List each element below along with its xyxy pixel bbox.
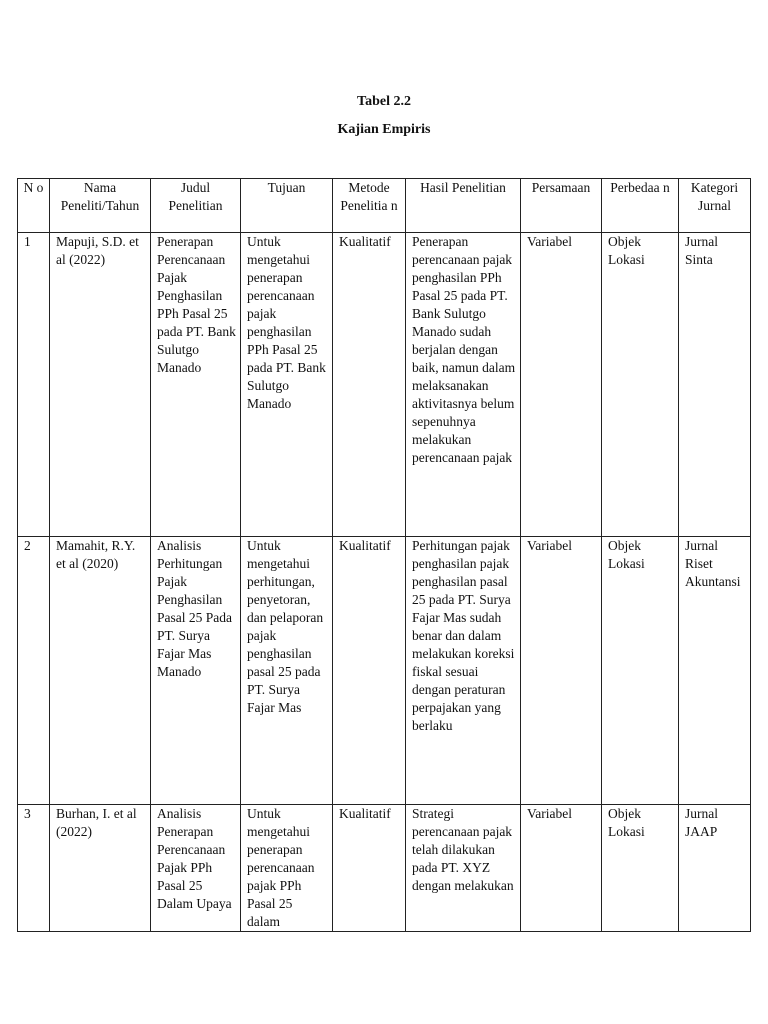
cell-nama: Mamahit, R.Y. et al (2020)	[50, 537, 151, 805]
cell-kategori: Jurnal Sinta	[679, 233, 751, 537]
header-kategori: Kategori Jurnal	[679, 179, 751, 233]
header-perbedaan: Perbedaa n	[602, 179, 679, 233]
cell-no: 3	[18, 805, 50, 932]
table-caption: Tabel 2.2	[357, 94, 411, 109]
cell-tujuan: Untuk mengetahui penerapan perencanaan pajak penghasilan PPh Pasal 25 pada PT. Bank Sulutgo Manado	[241, 233, 333, 537]
header-row	[18, 179, 751, 233]
cell-perbedaan: Objek Lokasi	[602, 537, 679, 805]
cell-kategori: Jurnal JAAP	[679, 805, 751, 932]
table-row	[18, 233, 751, 537]
cell-persamaan: Variabel	[521, 233, 602, 537]
cell-nama: Mapuji, S.D. et al (2022)	[50, 233, 151, 537]
cell-tujuan: Untuk mengetahui penerapan perencanaan pajak PPh Pasal 25 dalam	[241, 805, 333, 932]
cell-metode: Kualitatif	[333, 233, 406, 537]
empirical-studies-table	[17, 178, 751, 932]
header-no: N o	[18, 179, 50, 233]
cell-judul: Penerapan Perencanaan Pajak Penghasilan PPh Pasal 25 pada PT. Bank Sulutgo Manado	[151, 233, 241, 537]
table-subtitle: Kajian Empiris	[337, 122, 431, 137]
cell-judul: Analisis Perhitungan Pajak Penghasilan Pasal 25 Pada PT. Surya Fajar Mas Manado	[151, 537, 241, 805]
header-metode: Metode Penelitia n	[333, 179, 406, 233]
table-row	[18, 805, 751, 932]
header-nama: Nama Peneliti/Tahun	[50, 179, 151, 233]
cell-kategori: Jurnal Riset Akuntansi	[679, 537, 751, 805]
header-hasil: Hasil Penelitian	[406, 179, 521, 233]
header-judul: Judul Penelitian	[151, 179, 241, 233]
header-persamaan: Persamaan	[521, 179, 602, 233]
cell-no: 2	[18, 537, 50, 805]
cell-hasil: Penerapan perencanaan pajak penghasilan PPh Pasal 25 pada PT. Bank Sulutgo Manado sudah berjalan dengan baik, namun dalam melaksanakan aktivitasnya belum sepenuhnya melakukan perencanaan pajak	[406, 233, 521, 537]
cell-perbedaan: Objek Lokasi	[602, 233, 679, 537]
cell-judul: Analisis Penerapan Perencanaan Pajak PPh Pasal 25 Dalam Upaya	[151, 805, 241, 932]
header-tujuan: Tujuan	[241, 179, 333, 233]
cell-persamaan: Variabel	[521, 537, 602, 805]
cell-nama: Burhan, I. et al (2022)	[50, 805, 151, 932]
table-row	[18, 537, 751, 805]
cell-persamaan: Variabel	[521, 805, 602, 932]
cell-metode: Kualitatif	[333, 805, 406, 932]
cell-hasil: Strategi perencanaan pajak telah dilakukan pada PT. XYZ dengan melakukan	[406, 805, 521, 932]
cell-hasil: Perhitungan pajak penghasilan pajak penghasilan pasal 25 pada PT. Surya Fajar Mas sudah benar dan dalam melakukan koreksi fiskal sesuai dengan peraturan perpajakan yang berlaku	[406, 537, 521, 805]
cell-metode: Kualitatif	[333, 537, 406, 805]
cell-no: 1	[18, 233, 50, 537]
cell-perbedaan: Objek Lokasi	[602, 805, 679, 932]
cell-tujuan: Untuk mengetahui perhitungan, penyetoran, dan pelaporan pajak penghasilan pasal 25 pada PT. Surya Fajar Mas	[241, 537, 333, 805]
